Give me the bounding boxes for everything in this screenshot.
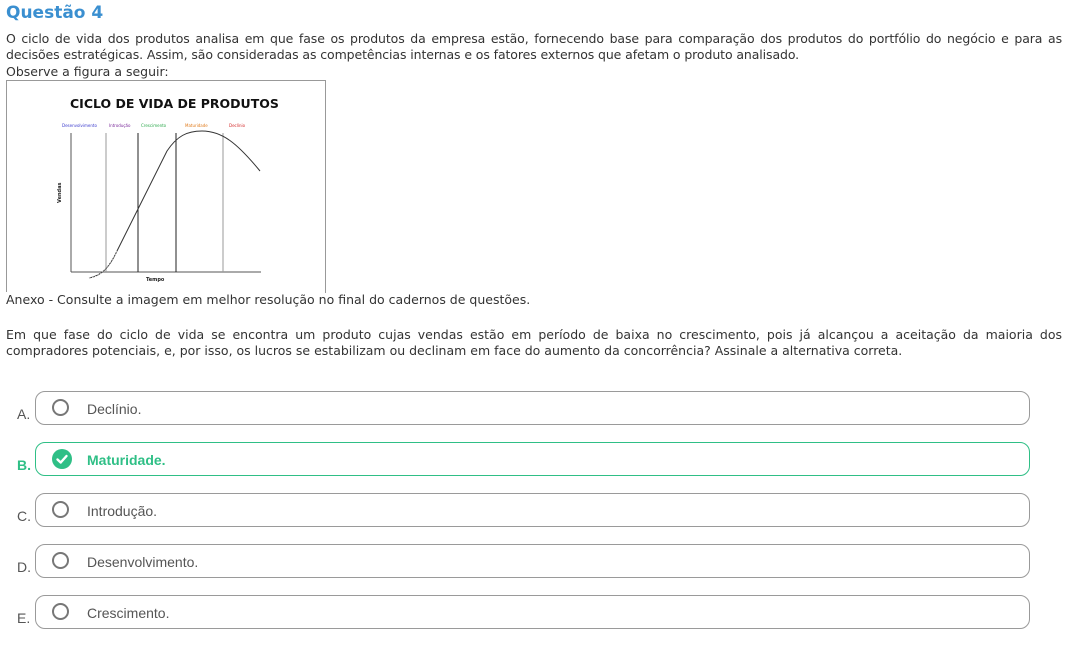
question-prompt: Em que fase do ciclo de vida se encontra um produto cujas vendas estão em período de baixa no crescimento, pois já alcançou a aceitação da maioria dos compradores potenciais, e, por isso, os lucros se estabilizam ou declinam em face do aumento da concorrência? Assinale a alternativa correta. [6, 327, 1062, 358]
radio-unchecked-icon[interactable] [52, 552, 69, 569]
option-d-text: Desenvolvimento. [87, 554, 199, 570]
option-b[interactable] [35, 442, 1030, 476]
option-e-text: Crescimento. [87, 605, 170, 621]
radio-unchecked-icon[interactable] [52, 603, 69, 620]
option-letter-b: B. [17, 457, 31, 473]
option-a-text: Declínio. [87, 401, 142, 417]
phase-label-crescimento: Crescimento [141, 123, 167, 128]
sales-curve [89, 131, 260, 278]
sales-curve-dash [89, 251, 117, 278]
question-title: Questão 4 [6, 3, 104, 23]
question-paragraph: O ciclo de vida dos produtos analisa em que fase os produtos da empresa estão, fornecendo base para comparação dos produtos do portfólio do negócio e para as decisões estratégicas. Assim, são consideradas as competências internas e os fatores externos que afetam o produto analisado. [6, 31, 1062, 62]
product-lifecycle-figure [6, 80, 326, 292]
option-b-text: Maturidade. [87, 452, 166, 468]
figure-border [325, 80, 326, 293]
radio-unchecked-icon[interactable] [52, 501, 69, 518]
phase-label-desenvolvimento: Desenvolvimento [62, 123, 97, 128]
y-axis-label: Vendas [57, 182, 63, 203]
option-letter-d: D. [17, 559, 31, 575]
option-a[interactable] [35, 391, 1030, 425]
x-axis-label: Tempo [146, 277, 165, 283]
figure-title: CICLO DE VIDA DE PRODUTOS [70, 96, 279, 111]
option-letter-a: A. [17, 406, 31, 422]
option-d[interactable] [35, 544, 1030, 578]
option-letter-c: C. [17, 508, 31, 524]
phase-label-declinio: Declínio [229, 123, 246, 128]
phase-label-introducao: Introdução [109, 123, 131, 128]
check-circle-icon[interactable] [52, 449, 72, 469]
figure-intro: Observe a figura a seguir: [6, 64, 169, 79]
phase-label-maturidade: Maturidade [185, 123, 208, 128]
option-c[interactable] [35, 493, 1030, 527]
radio-unchecked-icon[interactable] [52, 399, 69, 416]
option-e[interactable] [35, 595, 1030, 629]
option-c-text: Introdução. [87, 503, 158, 519]
option-letter-e: E. [17, 610, 31, 626]
figure-caption: Anexo - Consulte a imagem em melhor resolução no final do cadernos de questões. [6, 292, 531, 307]
